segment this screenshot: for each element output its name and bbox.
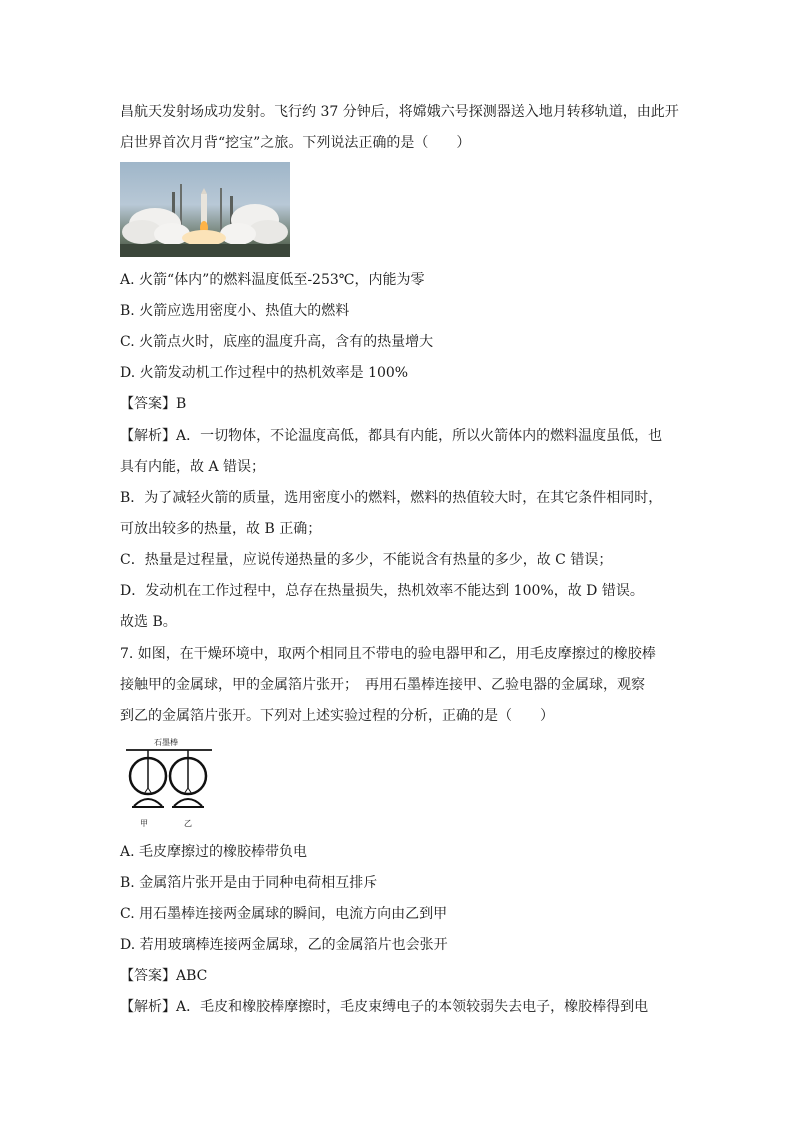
q7-stem-line: 接触甲的金属球，甲的金属箔片张开； 再用石墨棒连接甲、乙验电器的金属球，观察 [120,677,645,693]
graphite-rod-label: 石墨棒 [154,738,178,747]
q7-option-b: B. 金属箔片张开是由于同种电荷相互排斥 [120,875,378,891]
q6-analysis-line: 故选 B。 [120,614,177,630]
q6-option-c: C. 火箭点火时，底座的温度升高，含有的热量增大 [120,334,434,350]
q7-stem-line: 到乙的金属箔片张开。下列对上述实验过程的分析，正确的是（ ） [120,708,554,724]
label-yi: 乙 [184,819,192,828]
q6-analysis-line: C．热量是过程量，应说传递热量的多少，不能说含有热量的多少，故 C 错误； [120,552,613,568]
q6-option-d: D. 火箭发动机工作过程中的热机效率是 100% [120,365,409,381]
q7-stem-line: 7. 如图，在干燥环境中，取两个相同且不带电的验电器甲和乙，用毛皮摩擦过的橡胶棒 [120,646,656,662]
q6-analysis-line: 可放出较多的热量，故 B 正确； [120,521,322,537]
q7-option-d: D. 若用玻璃棒连接两金属球，乙的金属箔片也会张开 [120,937,448,953]
intro-line: 昌航天发射场成功发射。飞行约 37 分钟后，将嫦娥六号探测器送入地月转移轨道，由此开 [120,104,679,120]
label-jia: 甲 [140,819,148,828]
q6-answer: 【答案】B [120,396,187,412]
q6-analysis-line: 具有内能，故 A 错误； [120,459,266,475]
q6-option-b: B. 火箭应选用密度小、热值大的燃料 [120,303,350,319]
intro-line: 启世界首次月背“挖宝”之旅。下列说法正确的是（ ） [120,135,471,151]
q7-option-c: C. 用石墨棒连接两金属球的瞬间，电流方向由乙到甲 [120,906,448,922]
electroscope-left [130,750,166,807]
q6-analysis-line: B．为了减轻火箭的质量，选用密度小的燃料，燃料的热值较大时，在其它条件相同时， [120,490,663,506]
q7-answer: 【答案】ABC [120,968,208,984]
rocket-launch-illustration [120,162,290,257]
q7-analysis-line: 【解析】A．毛皮和橡胶棒摩擦时，毛皮束缚电子的本领较弱失去电子，橡胶棒得到电 [120,999,649,1015]
q7-option-a: A. 毛皮摩擦过的橡胶棒带负电 [120,844,308,860]
electroscope-diagram [120,736,220,832]
rocket-launch-photo [120,162,290,257]
q6-option-a: A. 火箭“体内”的燃料温度低至-253℃，内能为零 [120,272,425,288]
electroscope-right [170,750,206,807]
q6-analysis-line: D．发动机在工作过程中，总存在热量损失，热机效率不能达到 100%，故 D 错误。 [120,583,644,599]
q6-analysis-line: 【解析】A．一切物体，不论温度高低，都具有内能，所以火箭体内的燃料温度虽低，也 [120,428,663,444]
